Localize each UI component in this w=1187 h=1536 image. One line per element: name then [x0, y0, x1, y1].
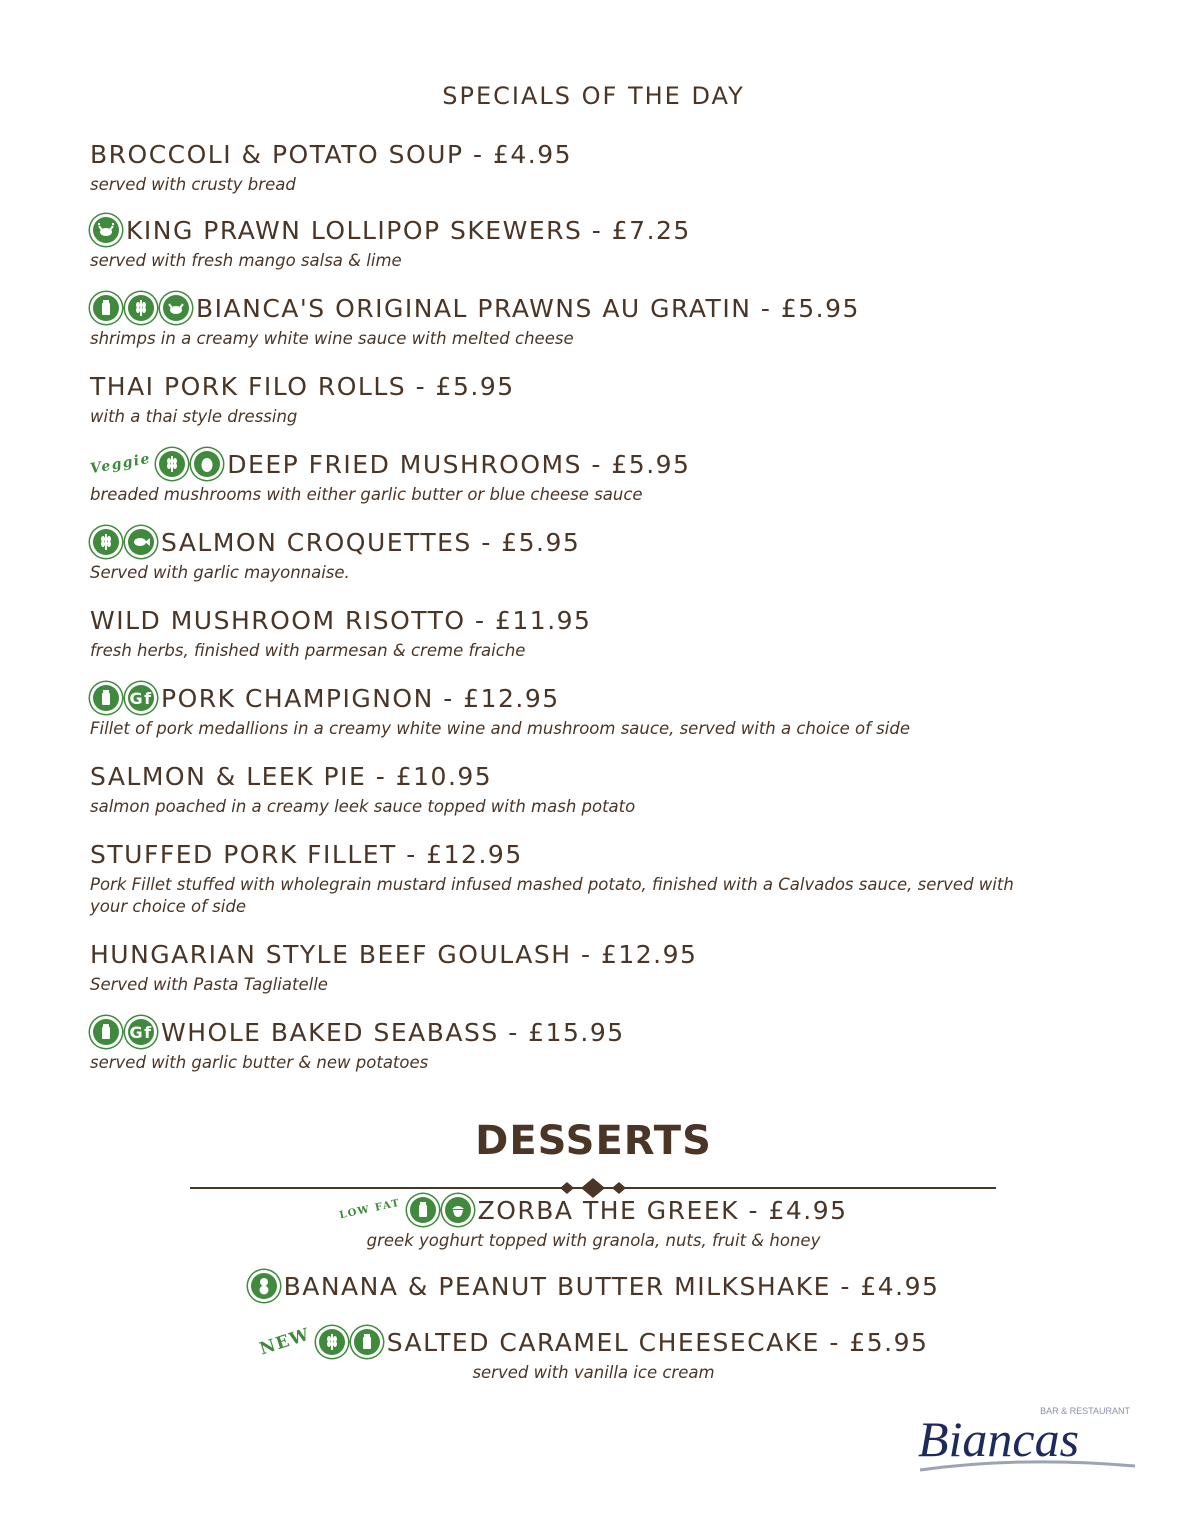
milk-icon: [90, 292, 122, 324]
menu-item-title-row: [90, 1014, 1090, 1050]
menu-item-desc: Served with garlic mayonnaise.: [90, 563, 350, 582]
menu-item-desc: served with fresh mango salsa & lime: [90, 251, 402, 270]
menu-item-desc: served with garlic butter & new potatoes: [90, 1053, 429, 1072]
menu-item-desc: served with crusty bread: [90, 175, 296, 194]
menu-item-title: WHOLE BAKED SEABASS - £15.95: [161, 1017, 625, 1047]
dessert-title: SALTED CARAMEL CHEESECAKE - £5.95: [386, 1327, 929, 1357]
milk-icon: [90, 682, 122, 714]
low-fat-tag: LOW FAT: [338, 1197, 402, 1222]
milk-icon: [407, 1194, 439, 1226]
menu-item-title-row: [90, 290, 1090, 326]
menu-item: [90, 602, 1090, 662]
menu-item-title: WILD MUSHROOM RISOTTO - £11.95: [90, 605, 592, 635]
gluten-free-icon: Gf: [125, 1016, 157, 1048]
dessert-title-row: [0, 1192, 1187, 1228]
dessert-item: [0, 1192, 1187, 1252]
menu-item-title: PORK CHAMPIGNON - £12.95: [161, 683, 560, 713]
svg-text:BAR & RESTAURANT: BAR & RESTAURANT: [1040, 1406, 1130, 1416]
menu-item: [90, 290, 1090, 350]
menu-item: [90, 368, 1090, 428]
new-tag: NEW: [256, 1324, 313, 1360]
dessert-item: [0, 1268, 1187, 1304]
menu-item-desc: shrimps in a creamy white wine sauce with melted cheese: [90, 329, 574, 348]
menu-item: [90, 136, 1090, 196]
dessert-title-row: [0, 1268, 1187, 1304]
menu-item: [90, 524, 1090, 584]
menu-item-title-row: [90, 446, 1090, 482]
desserts-heading: DESSERTS: [475, 1118, 712, 1164]
nuts-icon: [442, 1194, 474, 1226]
menu-item-title: SALMON CROQUETTES - £5.95: [161, 527, 581, 557]
menu-item-title-row: [90, 680, 1090, 716]
svg-text:Biancas: Biancas: [918, 1411, 1080, 1467]
veggie-tag: Veggie: [89, 450, 153, 478]
menu-item-desc: Served with Pasta Tagliatelle: [90, 975, 328, 994]
gluten-icon: [125, 292, 157, 324]
peanut-icon: [248, 1270, 280, 1302]
menu-item-title: BROCCOLI & POTATO SOUP - £4.95: [90, 139, 573, 169]
dessert-desc: greek yoghurt topped with granola, nuts, fruit & honey: [366, 1231, 821, 1250]
menu-item-title-row: [90, 212, 1090, 248]
menu-item: [90, 212, 1090, 272]
menu-item-title: HUNGARIAN STYLE BEEF GOULASH - £12.95: [90, 939, 698, 969]
menu-item-desc: salmon poached in a creamy leek sauce topped with mash potato: [90, 797, 636, 816]
menu-item-desc: breaded mushrooms with either garlic butter or blue cheese sauce: [90, 485, 643, 504]
menu-item-title: KING PRAWN LOLLIPOP SKEWERS - £7.25: [126, 215, 691, 245]
gluten-icon: [90, 526, 122, 558]
menu-item-title: SALMON & LEEK PIE - £10.95: [90, 761, 493, 791]
dessert-desc: served with vanilla ice cream: [472, 1363, 715, 1382]
milk-icon: [351, 1326, 383, 1358]
menu-item: [90, 680, 1090, 740]
menu-item: [90, 836, 1050, 918]
gluten-icon: [156, 448, 188, 480]
menu-item-title: THAI PORK FILO ROLLS - £5.95: [90, 371, 515, 401]
menu-item-desc: with a thai style dressing: [90, 407, 298, 426]
menu-item-title: DEEP FRIED MUSHROOMS - £5.95: [227, 449, 691, 479]
menu-item: [90, 936, 1090, 996]
gluten-free-icon: Gf: [125, 682, 157, 714]
crustacean-icon: [90, 214, 122, 246]
dessert-title: ZORBA THE GREEK - £4.95: [477, 1195, 848, 1225]
menu-item-title: STUFFED PORK FILLET - £12.95: [90, 839, 523, 869]
dessert-title: BANANA & PEANUT BUTTER MILKSHAKE - £4.95: [283, 1271, 940, 1301]
fish-icon: [125, 526, 157, 558]
milk-icon: [90, 1016, 122, 1048]
biancas-logo: [910, 1398, 1140, 1488]
egg-icon: [191, 448, 223, 480]
menu-item-desc: Fillet of pork medallions in a creamy white wine and mushroom sauce, served with a choice of side: [90, 719, 910, 738]
menu-item-desc: Pork Fillet stuffed with wholegrain mustard infused mashed potato, finished with a Calvados sauce, served with your choice of side: [90, 875, 1014, 916]
menu-item: [90, 1014, 1090, 1074]
specials-heading: SPECIALS OF THE DAY: [442, 82, 745, 110]
menu-item: [90, 446, 1090, 506]
menu-item-title-row: [90, 524, 1090, 560]
gluten-icon: [316, 1326, 348, 1358]
dessert-item: [0, 1324, 1187, 1384]
menu-item-desc: fresh herbs, finished with parmesan & creme fraiche: [90, 641, 526, 660]
dessert-title-row: [0, 1324, 1187, 1360]
crustacean-icon: [160, 292, 192, 324]
menu-item-title: BIANCA'S ORIGINAL PRAWNS AU GRATIN - £5.95: [196, 293, 860, 323]
menu-item: [90, 758, 1090, 818]
